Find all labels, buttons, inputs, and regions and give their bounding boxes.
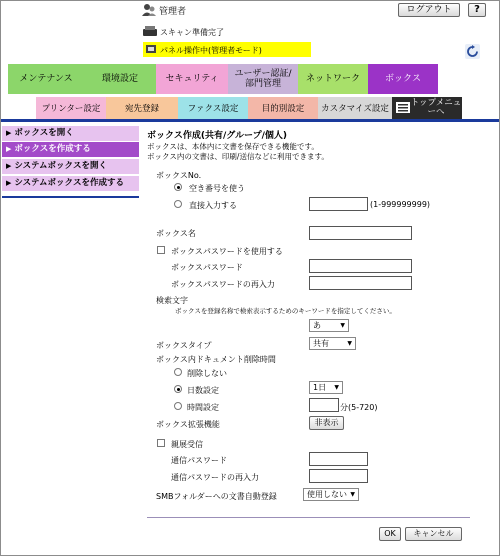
comm-password-input[interactable] — [309, 452, 368, 466]
delete-days-select[interactable] — [309, 381, 343, 394]
panel-lock-icon — [145, 43, 157, 55]
sidebar-item-open-box[interactable] — [2, 126, 139, 141]
sidebar-item-label: ボックスを開く — [14, 128, 74, 138]
refresh-icon[interactable] — [465, 44, 480, 59]
tab-security[interactable]: セキュリティ — [156, 64, 228, 94]
box-password-label: ボックスパスワード — [171, 263, 243, 272]
box-no-direct-label: 直接入力する — [189, 201, 237, 210]
sidebar-arrow-icon: ▶ — [6, 179, 12, 187]
delete-days-value: 1日 — [313, 383, 327, 392]
sidebar-item-label: ボックスを作成する — [14, 144, 91, 154]
delete-none-label: 削除しない — [187, 369, 227, 378]
search-char-select[interactable] — [309, 319, 349, 332]
description-line: ボックス内の文書は、印刷/送信などに利用できます。 — [147, 152, 329, 161]
confidential-checkbox[interactable] — [157, 439, 165, 447]
subtab-address[interactable]: 宛先登録 — [106, 97, 178, 119]
box-type-label: ボックスタイプ — [156, 341, 212, 350]
tab-environment[interactable]: 環境設定 — [84, 64, 156, 94]
box-no-auto-radio[interactable] — [174, 183, 182, 191]
admin-label: 管理者 — [159, 7, 187, 17]
page-title: ボックス作成(共有/グループ/個人) — [147, 131, 287, 141]
chevron-down-icon: ▼ — [340, 322, 345, 329]
search-char-label: 検索文字 — [156, 296, 188, 305]
box-name-label: ボックス名 — [156, 229, 196, 238]
comm-password-label: 通信パスワード — [171, 456, 227, 465]
search-char-desc: ボックスを登録名称で検索表示するためのキーワードを指定してください。 — [175, 307, 396, 315]
sidebar-arrow-icon: ▶ — [6, 129, 12, 137]
use-password-checkbox[interactable] — [157, 246, 165, 254]
sidebar-bottom-line — [2, 196, 139, 198]
logout-button[interactable]: ログアウト — [398, 3, 460, 17]
delete-time-radio[interactable] — [174, 402, 182, 410]
cancel-button[interactable]: キャンセル — [405, 527, 462, 541]
tab-maintenance[interactable]: メンテナンス — [8, 64, 84, 94]
delete-time-label: ボックス内ドキュメント削除時間 — [156, 355, 276, 364]
sidebar-arrow-icon: ▶ — [6, 162, 12, 170]
description-line: ボックスは、本体内に文書を保存できる機能です。 — [147, 142, 319, 151]
hide-ext-func-button[interactable]: 非表示 — [309, 416, 344, 430]
box-name-input[interactable] — [309, 226, 412, 240]
form-divider — [147, 517, 470, 518]
sidebar-item-create-box[interactable] — [2, 142, 139, 157]
chevron-down-icon: ▼ — [350, 491, 355, 498]
delete-days-label: 日数設定 — [187, 386, 219, 395]
sidebar-item-label: システムボックスを開く — [14, 161, 107, 171]
sidebar-item-create-system-box[interactable] — [2, 176, 139, 191]
admin-user-icon — [142, 3, 156, 16]
tab-box[interactable]: ボックス — [368, 64, 438, 94]
box-type-select[interactable] — [309, 337, 356, 350]
sidebar-item-label: システムボックスを作成する — [14, 178, 124, 188]
subtab-purpose[interactable]: 目的別設定 — [248, 97, 318, 119]
box-no-range: (1-999999999) — [370, 200, 431, 209]
subtab-top-menu[interactable]: トップメニューへ — [392, 97, 462, 119]
box-no-auto-label: 空き番号を使う — [189, 184, 245, 193]
box-password-input[interactable] — [309, 259, 412, 273]
scan-status: スキャン準備完了 — [160, 28, 224, 37]
box-no-label: ボックスNo. — [156, 171, 202, 180]
sidebar-item-open-system-box[interactable] — [2, 159, 139, 174]
comm-password-confirm-input[interactable] — [309, 469, 368, 483]
ok-button[interactable]: OK — [379, 527, 401, 541]
confidential-label: 親展受信 — [171, 440, 203, 449]
search-char-value: あ — [313, 321, 321, 330]
tab-network[interactable]: ネットワーク — [298, 64, 368, 94]
smb-select[interactable] — [303, 488, 359, 501]
sidebar-separator — [2, 174, 139, 175]
box-password-confirm-label: ボックスパスワードの再入力 — [171, 280, 275, 289]
tab-user-auth[interactable]: ユーザー認証/部門管理 — [228, 64, 298, 94]
box-type-value: 共有 — [313, 339, 329, 348]
delete-days-radio[interactable] — [174, 385, 182, 393]
panel-status-text: パネル操作中(管理者モード) — [160, 46, 262, 55]
subtab-printer[interactable]: プリンター設定 — [36, 97, 106, 119]
chevron-down-icon: ▼ — [347, 340, 352, 347]
delete-minutes-suffix: 分(5-720) — [340, 403, 378, 412]
delete-minutes-input[interactable] — [309, 398, 339, 412]
page-description — [147, 142, 329, 162]
delete-time-set-label: 時間設定 — [187, 403, 219, 412]
sidebar-separator — [2, 157, 139, 158]
delete-none-radio[interactable] — [174, 368, 182, 376]
use-password-label: ボックスパスワードを使用する — [171, 247, 283, 256]
scanner-icon — [142, 26, 158, 37]
box-password-confirm-input[interactable] — [309, 276, 412, 290]
box-no-direct-radio[interactable] — [174, 200, 182, 208]
smb-value: 使用しない — [307, 490, 347, 499]
box-no-input[interactable] — [309, 197, 368, 211]
sidebar-arrow-icon: ▶ — [6, 145, 12, 153]
nav-divider — [1, 119, 499, 122]
smb-label: SMBフォルダーへの文書自動登録 — [156, 492, 277, 501]
chevron-down-icon: ▼ — [334, 384, 339, 391]
top-menu-icon — [396, 102, 410, 113]
subtab-fax[interactable]: ファクス設定 — [178, 97, 248, 119]
help-button[interactable]: ? — [468, 3, 486, 17]
ext-func-label: ボックス拡張機能 — [156, 420, 220, 429]
subtab-customize[interactable]: カスタマイズ設定 — [318, 97, 392, 119]
comm-password-confirm-label: 通信パスワードの再入力 — [171, 473, 259, 482]
